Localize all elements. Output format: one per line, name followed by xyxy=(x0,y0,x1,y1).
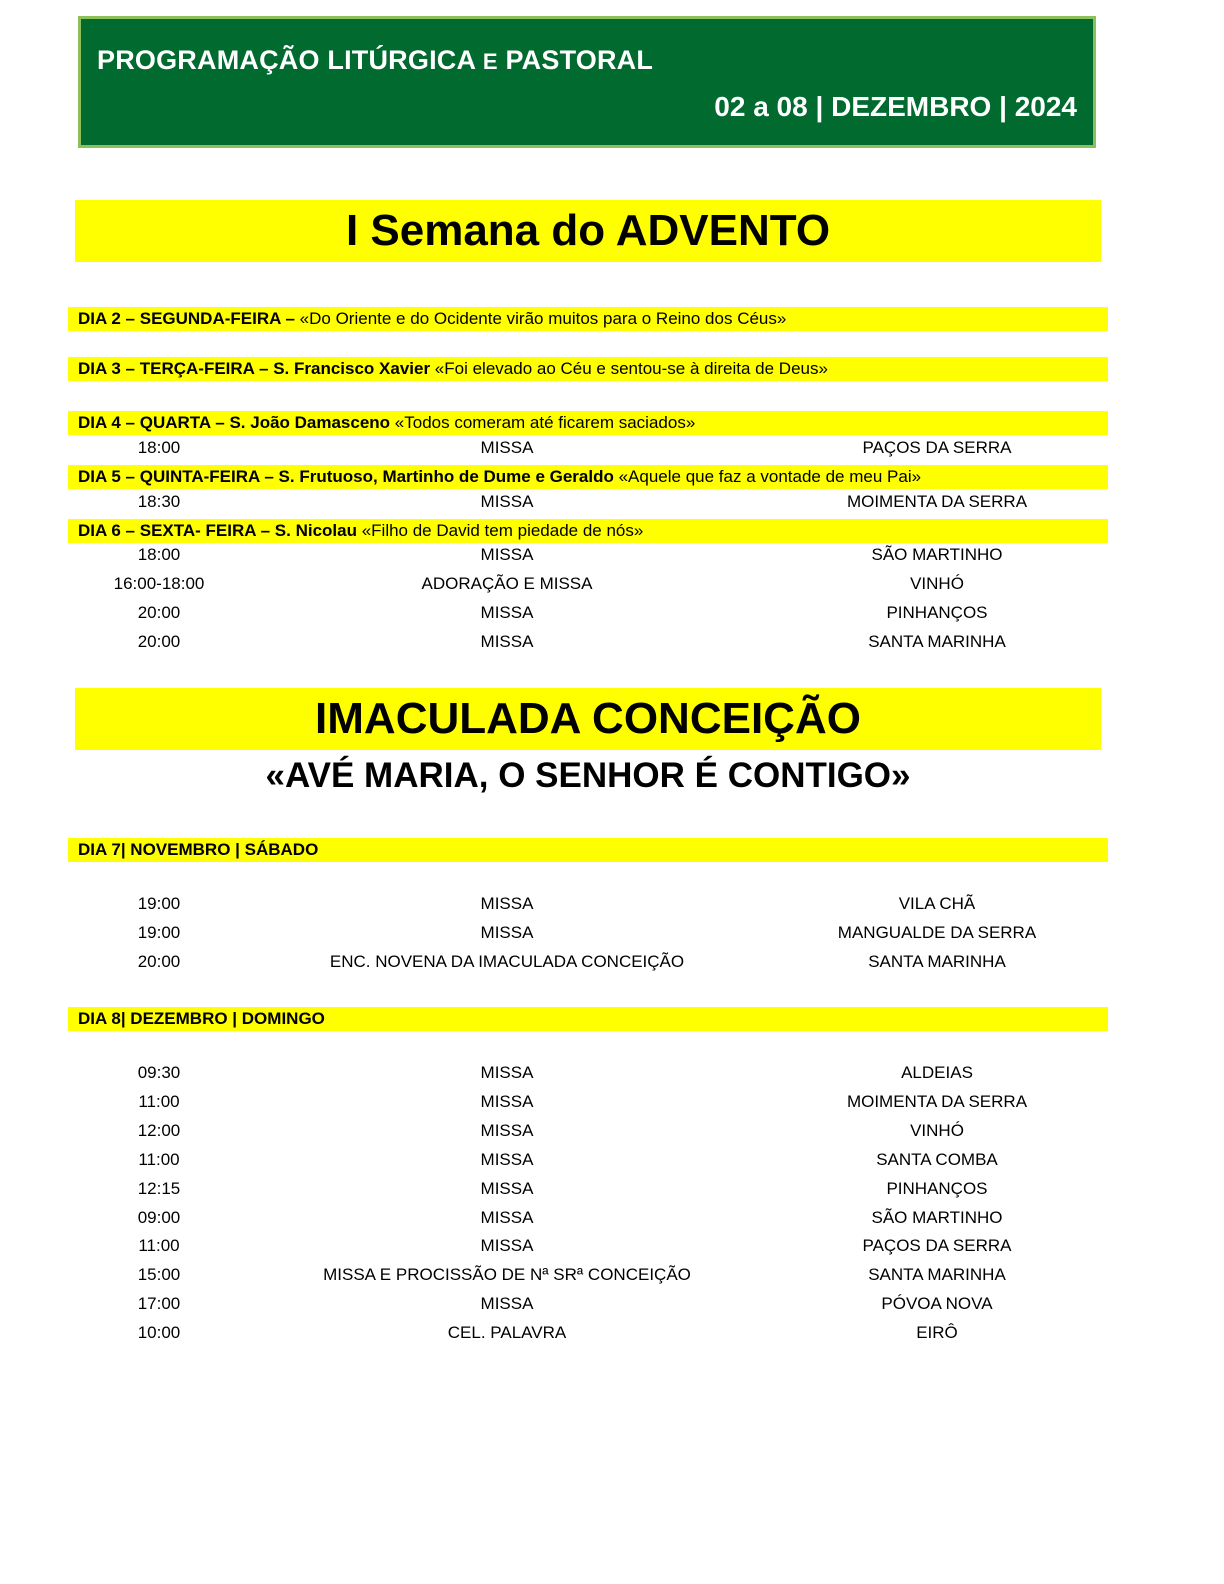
event-activity: ENC. NOVENA DA IMACULADA CONCEIÇÃO xyxy=(329,952,685,971)
event-place: SANTA COMBA xyxy=(876,1150,998,1169)
event-row xyxy=(0,1262,1224,1288)
day-header xyxy=(68,307,1108,331)
day-header xyxy=(68,519,1108,543)
event-place: MANGUALDE DA SERRA xyxy=(837,923,1037,942)
event-place: PINHANÇOS xyxy=(886,603,988,622)
event-time: 12:00 xyxy=(137,1121,181,1140)
event-row xyxy=(0,1291,1224,1317)
event-row xyxy=(0,435,1224,461)
event-row xyxy=(0,1176,1224,1202)
event-activity: MISSA xyxy=(480,1294,534,1313)
immaculate-subtitle: «AVÉ MARIA, O SENHOR É CONTIGO» xyxy=(265,756,911,795)
event-row xyxy=(0,891,1224,917)
event-place: VILA CHÃ xyxy=(898,894,976,913)
event-row xyxy=(0,1118,1224,1144)
event-row xyxy=(0,629,1224,655)
advent-banner: I Semana do ADVENTO xyxy=(75,200,1101,262)
event-activity: MISSA xyxy=(480,632,534,651)
event-place: SANTA MARINHA xyxy=(868,632,1006,651)
day-quote: «Aquele que faz a vontade de meu Pai» xyxy=(613,467,922,486)
event-time: 18:00 xyxy=(137,438,181,457)
day-header xyxy=(68,1007,1108,1031)
header-title-part1: PROGRAMAÇÃO LITÚRGICA xyxy=(97,45,476,75)
event-row xyxy=(0,1320,1224,1346)
day-header xyxy=(68,411,1108,435)
event-activity: MISSA xyxy=(480,438,534,457)
event-time: 10:00 xyxy=(137,1323,181,1342)
event-place: PINHANÇOS xyxy=(886,1179,988,1198)
event-activity: MISSA xyxy=(480,923,534,942)
day-label: DIA 3 – TERÇA-FEIRA – S. Francisco Xavier xyxy=(78,359,431,378)
event-place: SÃO MARTINHO xyxy=(871,1208,1003,1227)
event-time: 11:00 xyxy=(138,1150,180,1169)
event-time: 20:00 xyxy=(137,632,181,651)
day-label: DIA 7| NOVEMBRO | SÁBADO xyxy=(78,840,319,859)
event-row xyxy=(0,571,1224,597)
day-label: DIA 5 – QUINTA-FEIRA – S. Frutuoso, Martinho de Dume e Geraldo xyxy=(78,467,614,486)
event-time: 09:30 xyxy=(137,1063,181,1082)
header-title-part2: PASTORAL xyxy=(505,45,654,75)
header-dates: 02 a 08 | DEZEMBRO | 2024 xyxy=(714,91,1077,122)
day-quote: «Todos comeram até ficarem saciados» xyxy=(390,413,696,432)
event-place: SÃO MARTINHO xyxy=(871,545,1003,564)
header-title xyxy=(97,45,653,76)
event-time: 11:00 xyxy=(138,1092,180,1111)
event-place: MOIMENTA DA SERRA xyxy=(846,492,1028,511)
day-header xyxy=(68,357,1108,381)
day-label: DIA 6 – SEXTA- FEIRA – S. Nicolau xyxy=(78,521,357,540)
event-activity: MISSA xyxy=(480,603,534,622)
event-activity: MISSA xyxy=(480,1236,534,1255)
event-place: ALDEIAS xyxy=(901,1063,973,1082)
immaculate-banner: IMACULADA CONCEIÇÃO xyxy=(75,688,1101,750)
event-row xyxy=(0,920,1224,946)
event-row xyxy=(0,1205,1224,1231)
header-title-conj: E xyxy=(482,49,498,74)
event-activity: ADORAÇÃO E MISSA xyxy=(421,574,593,593)
event-row xyxy=(0,489,1224,515)
page-header xyxy=(78,16,1096,148)
event-activity: MISSA xyxy=(480,894,534,913)
event-place: VINHÓ xyxy=(910,574,964,593)
event-row xyxy=(0,1233,1224,1259)
event-place: MOIMENTA DA SERRA xyxy=(846,1092,1028,1111)
event-row xyxy=(0,600,1224,626)
day-label: DIA 8| DEZEMBRO | DOMINGO xyxy=(78,1009,325,1028)
event-activity: MISSA xyxy=(480,1092,534,1111)
event-time: 18:30 xyxy=(137,492,181,511)
event-place: SANTA MARINHA xyxy=(868,952,1006,971)
event-row xyxy=(0,949,1224,975)
event-time: 20:00 xyxy=(137,603,181,622)
event-time: 18:00 xyxy=(137,545,181,564)
day-header xyxy=(68,838,1108,862)
day-quote: «Filho de David tem piedade de nós» xyxy=(356,521,644,540)
event-time: 19:00 xyxy=(137,894,181,913)
event-row xyxy=(0,1147,1224,1173)
day-label: DIA 2 – SEGUNDA-FEIRA – xyxy=(78,309,295,328)
day-label: DIA 4 – QUARTA – S. João Damasceno xyxy=(78,413,391,432)
event-activity: MISSA E PROCISSÃO DE Nª SRª CONCEIÇÃO xyxy=(323,1265,691,1284)
event-activity: MISSA xyxy=(480,545,534,564)
event-activity: MISSA xyxy=(480,1121,534,1140)
event-activity: CEL. PALAVRA xyxy=(447,1323,567,1342)
event-time: 15:00 xyxy=(137,1265,181,1284)
event-time: 19:00 xyxy=(137,923,181,942)
event-row xyxy=(0,1089,1224,1115)
event-place: PÓVOA NOVA xyxy=(881,1294,993,1313)
event-place: VINHÓ xyxy=(910,1121,964,1140)
event-time: 09:00 xyxy=(137,1208,181,1227)
event-time: 17:00 xyxy=(137,1294,181,1313)
event-place: PAÇOS DA SERRA xyxy=(862,1236,1012,1255)
event-time: 12:15 xyxy=(137,1179,181,1198)
event-place: EIRÔ xyxy=(916,1323,958,1342)
event-activity: MISSA xyxy=(480,492,534,511)
event-activity: MISSA xyxy=(480,1150,534,1169)
event-row xyxy=(0,1060,1224,1086)
day-header xyxy=(68,465,1108,489)
day-quote: «Do Oriente e do Ocidente virão muitos para o Reino dos Céus» xyxy=(294,309,787,328)
event-activity: MISSA xyxy=(480,1179,534,1198)
event-activity: MISSA xyxy=(480,1208,534,1227)
event-time: 11:00 xyxy=(138,1236,180,1255)
event-place: SANTA MARINHA xyxy=(868,1265,1006,1284)
event-place: PAÇOS DA SERRA xyxy=(862,438,1012,457)
event-activity: MISSA xyxy=(480,1063,534,1082)
day-quote: «Foi elevado ao Céu e sentou-se à direita de Deus» xyxy=(430,359,828,378)
event-time: 16:00-18:00 xyxy=(113,574,205,593)
event-row xyxy=(0,542,1224,568)
event-time: 20:00 xyxy=(137,952,181,971)
